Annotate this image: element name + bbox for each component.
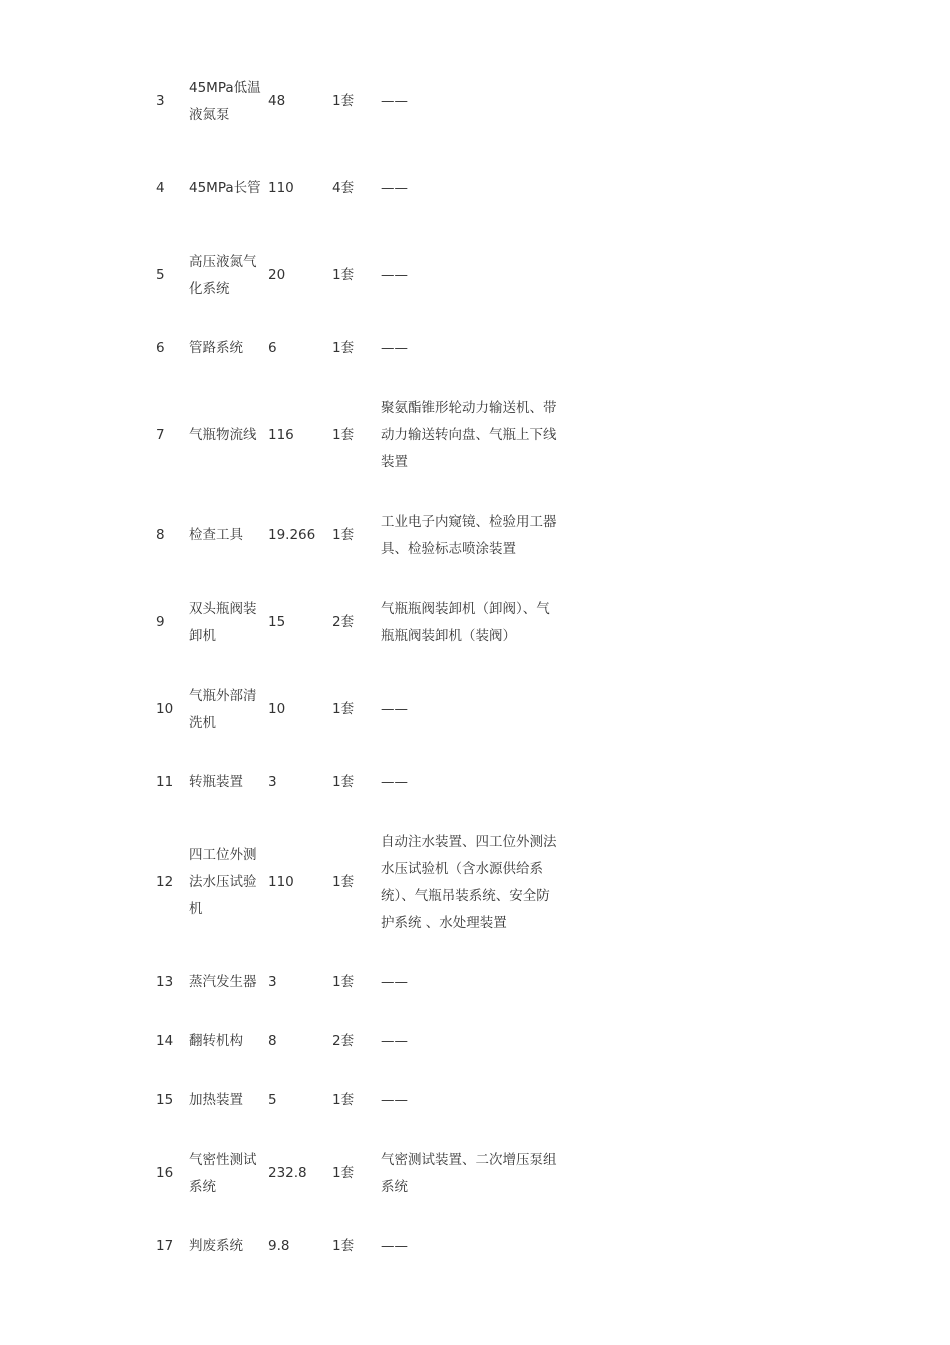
equipment-name: 双头瓶阀装卸机	[189, 600, 257, 644]
row-spacer	[150, 476, 561, 508]
table-row	[150, 335, 561, 362]
table-row	[150, 248, 561, 303]
equipment-power: 3	[268, 974, 277, 990]
equipment-quantity: 1套	[332, 527, 355, 543]
equipment-quantity: 1套	[332, 701, 355, 717]
table-row	[150, 828, 561, 937]
row-number: 4	[156, 180, 165, 196]
equipment-power: 3	[268, 774, 277, 790]
equipment-quantity: 1套	[332, 874, 355, 890]
table-row	[150, 394, 561, 476]
equipment-remark: 工业电子内窥镜、检验用工器具、检验标志喷涂装置	[381, 513, 557, 557]
equipment-remark: ——	[381, 974, 408, 990]
row-number: 5	[156, 267, 165, 283]
row-spacer	[150, 650, 561, 682]
equipment-power: 110	[268, 874, 294, 890]
equipment-name: 气瓶物流线	[189, 426, 257, 443]
equipment-table	[150, 74, 561, 1260]
equipment-name: 四工位外测法水压试验机	[189, 847, 257, 917]
equipment-quantity: 2套	[332, 1033, 355, 1049]
equipment-quantity: 1套	[332, 93, 355, 109]
equipment-remark: ——	[381, 701, 408, 717]
equipment-name: 气密性测试系统	[189, 1151, 257, 1195]
table-row	[150, 161, 561, 216]
equipment-name: 蒸汽发生器	[189, 974, 257, 990]
equipment-power: 15	[268, 614, 286, 630]
row-spacer	[150, 1114, 561, 1146]
equipment-power: 116	[268, 426, 294, 443]
equipment-table-body	[150, 74, 561, 1260]
equipment-remark: ——	[381, 1092, 408, 1108]
row-spacer	[150, 1201, 561, 1233]
row-number: 15	[156, 1092, 174, 1108]
equipment-remark: ——	[381, 1033, 408, 1049]
row-number: 7	[156, 426, 165, 443]
row-number: 17	[156, 1238, 174, 1254]
table-row	[150, 769, 561, 796]
equipment-remark: ——	[381, 340, 408, 356]
equipment-name: 判废系统	[189, 1238, 243, 1254]
equipment-remark: 聚氨酯锥形轮动力输送机、带动力输送转向盘、气瓶上下线装置	[381, 399, 557, 470]
table-row	[150, 1028, 561, 1055]
row-number: 12	[156, 874, 174, 890]
table-row	[150, 595, 561, 650]
equipment-quantity: 1套	[332, 974, 355, 990]
row-number: 13	[156, 974, 174, 990]
equipment-quantity: 1套	[332, 426, 355, 443]
row-number: 16	[156, 1165, 174, 1181]
row-spacer	[150, 303, 561, 335]
table-row	[150, 682, 561, 737]
equipment-quantity: 1套	[332, 1238, 355, 1254]
equipment-name: 气瓶外部清洗机	[189, 687, 257, 731]
row-number: 8	[156, 527, 165, 543]
table-row	[150, 508, 561, 563]
equipment-name: 翻转机构	[189, 1033, 243, 1049]
row-spacer	[150, 937, 561, 969]
equipment-remark: ——	[381, 1238, 408, 1254]
row-number: 14	[156, 1033, 174, 1049]
row-spacer	[150, 1055, 561, 1087]
equipment-name: 加热装置	[189, 1092, 243, 1108]
equipment-quantity: 4套	[332, 180, 355, 196]
equipment-power: 6	[268, 340, 277, 356]
row-number: 10	[156, 701, 174, 717]
equipment-power: 9.8	[268, 1238, 290, 1254]
row-spacer	[150, 362, 561, 394]
equipment-power: 110	[268, 180, 294, 196]
equipment-remark: 自动注水装置、四工位外测法水压试验机（含水源供给系统）、气瓶吊装系统、安全防护系统 、水处理装置	[381, 833, 557, 931]
equipment-power: 5	[268, 1092, 277, 1108]
equipment-power: 19.266	[268, 527, 316, 543]
equipment-quantity: 1套	[332, 1165, 355, 1181]
table-row	[150, 1146, 561, 1201]
equipment-remark: 气密测试装置、二次增压泵组系统	[381, 1151, 557, 1195]
table-row	[150, 1233, 561, 1260]
equipment-power: 48	[268, 93, 286, 109]
equipment-power: 20	[268, 267, 286, 283]
equipment-name: 45MPa低温液氮泵	[189, 79, 261, 123]
table-row	[150, 969, 561, 996]
equipment-name: 高压液氮气化系统	[189, 253, 257, 297]
equipment-name: 检查工具	[189, 527, 243, 543]
equipment-name: 转瓶装置	[189, 774, 243, 790]
row-spacer	[150, 737, 561, 769]
row-number: 11	[156, 774, 174, 790]
equipment-remark: ——	[381, 267, 408, 283]
row-spacer	[150, 216, 561, 248]
equipment-remark: ——	[381, 93, 408, 109]
equipment-remark: ——	[381, 180, 408, 196]
row-number: 3	[156, 93, 165, 109]
row-spacer	[150, 129, 561, 161]
row-number: 6	[156, 340, 165, 356]
equipment-remark: 气瓶瓶阀装卸机（卸阀）、气瓶瓶阀装卸机（装阀）	[381, 600, 550, 644]
equipment-power: 232.8	[268, 1165, 307, 1181]
row-spacer	[150, 796, 561, 828]
equipment-quantity: 1套	[332, 267, 355, 283]
row-spacer	[150, 996, 561, 1028]
equipment-power: 8	[268, 1033, 277, 1049]
row-spacer	[150, 563, 561, 595]
row-number: 9	[156, 614, 165, 630]
equipment-power: 10	[268, 701, 286, 717]
table-row	[150, 1087, 561, 1114]
equipment-quantity: 1套	[332, 774, 355, 790]
table-row	[150, 74, 561, 129]
equipment-quantity: 1套	[332, 1092, 355, 1108]
equipment-quantity: 1套	[332, 340, 355, 356]
equipment-name: 45MPa长管	[189, 180, 261, 196]
equipment-name: 管路系统	[189, 340, 243, 356]
equipment-remark: ——	[381, 774, 408, 790]
equipment-quantity: 2套	[332, 614, 355, 630]
